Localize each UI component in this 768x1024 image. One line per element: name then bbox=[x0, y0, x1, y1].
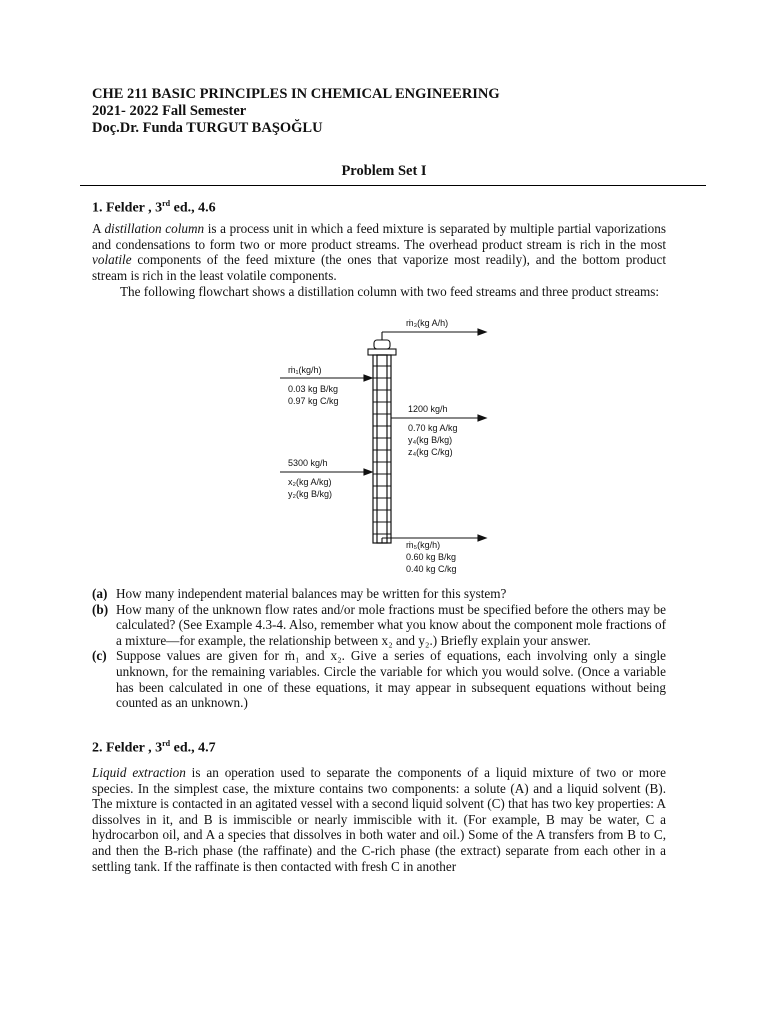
stream-1-arrow bbox=[280, 375, 372, 381]
column-trays bbox=[373, 366, 391, 534]
stream-5-b: 0.60 kg B/kg bbox=[406, 552, 457, 562]
question-a-label: (a) bbox=[92, 586, 108, 601]
problem1-intro: A distillation column is a process unit in which a feed mixture is separated by multiple partial vaporizations and condensations to form two or more product streams. The overhead product stream is rich in the most volatile components of the feed mixture (the ones that vaporize most readily), and the bottom product stream is rich in the least volatile components. bbox=[92, 221, 666, 283]
stream-2-x: x₂(kg A/kg) bbox=[288, 477, 332, 487]
stream-4-z: z₄(kg C/kg) bbox=[408, 447, 453, 457]
stream-4-arrow bbox=[391, 415, 486, 421]
stream-2-rate: 5300 kg/h bbox=[288, 458, 328, 468]
instructor: Doç.Dr. Funda TURGUT BAŞOĞLU bbox=[92, 120, 323, 136]
question-a bbox=[92, 586, 666, 602]
question-a-text: How many independent material balances may be written for this system? bbox=[116, 586, 507, 601]
question-c bbox=[92, 648, 666, 710]
column-body bbox=[373, 355, 391, 543]
question-b bbox=[92, 602, 666, 649]
stream-2-arrow bbox=[280, 469, 372, 475]
stream-1-c: 0.97 kg C/kg bbox=[288, 396, 339, 406]
question-b-text: How many of the unknown flow rates and/or mole fractions must be specified before the others may be calculated? (See Example 4.3-4. Also, remember what you know about the component mole fractions of a mixture—for example, the relationship between x₂ and y₂.) Briefly explain your answer. bbox=[116, 601, 666, 648]
problem1-heading: 1. Felder , 3rd ed., 4.6 bbox=[92, 199, 216, 216]
stream-4-a: 0.70 kg A/kg bbox=[408, 423, 458, 433]
problem2-text: Liquid extraction is an operation used to separate the components of a liquid mixture of two or more species. In the simplest case, the mixture contains two components: a solute (A) and a liquid solvent (B). The mixture is contacted in an agitated vessel with a second liquid solvent (C) that has two key properties: A dissolves in it, and B is immiscible or nearly immiscible with it. (For example, B may be water, C a hydrocarbon oil, and A a species that dissolves in both water and oil.) Some of the A transfers from B to C, and then the B-rich phase (the raffinate) and the C-rich phase (the extract) separate from each other in a settling tank. If the raffinate is then contacted with fresh C in another bbox=[92, 765, 666, 874]
stream-1-rate: ṁ₁(kg/h) bbox=[288, 365, 322, 375]
problem2-heading: 2. Felder , 3rd ed., 4.7 bbox=[92, 739, 216, 756]
semester: 2021- 2022 Fall Semester bbox=[92, 103, 247, 119]
stream-5-c: 0.40 kg C/kg bbox=[406, 564, 457, 574]
stream-2-y: y₂(kg B/kg) bbox=[288, 489, 333, 499]
stream-3-label: ṁ₃(kg A/h) bbox=[406, 318, 449, 328]
question-c-text: Suppose values are given for ṁ₁ and x₂. Give a series of equations, each involving only a single unknown, for the remaining variables. Circle the variable for which you would solve. (Once a variable has been calculated in one of these equations, it may appear in subsequent equations without being counted as an unknown.) bbox=[116, 648, 666, 711]
problem1-intro2: The following flowchart shows a distillation column with two feed streams and three product streams: bbox=[120, 284, 660, 299]
stream-4-rate: 1200 kg/h bbox=[408, 404, 448, 414]
column-top-cap bbox=[368, 332, 396, 355]
stream-5-rate: ṁ₅(kg/h) bbox=[406, 540, 441, 550]
stream-4-y: y₄(kg B/kg) bbox=[408, 435, 453, 445]
stream-1-b: 0.03 kg B/kg bbox=[288, 384, 339, 394]
stream-3-arrow bbox=[382, 329, 486, 335]
problem1-questions bbox=[92, 586, 666, 711]
question-b-label: (b) bbox=[92, 601, 109, 617]
question-c-label: (c) bbox=[92, 648, 107, 664]
course-title: CHE 211 BASIC PRINCIPLES IN CHEMICAL ENGINEERING bbox=[92, 86, 500, 102]
page-title: Problem Set I bbox=[341, 163, 427, 179]
